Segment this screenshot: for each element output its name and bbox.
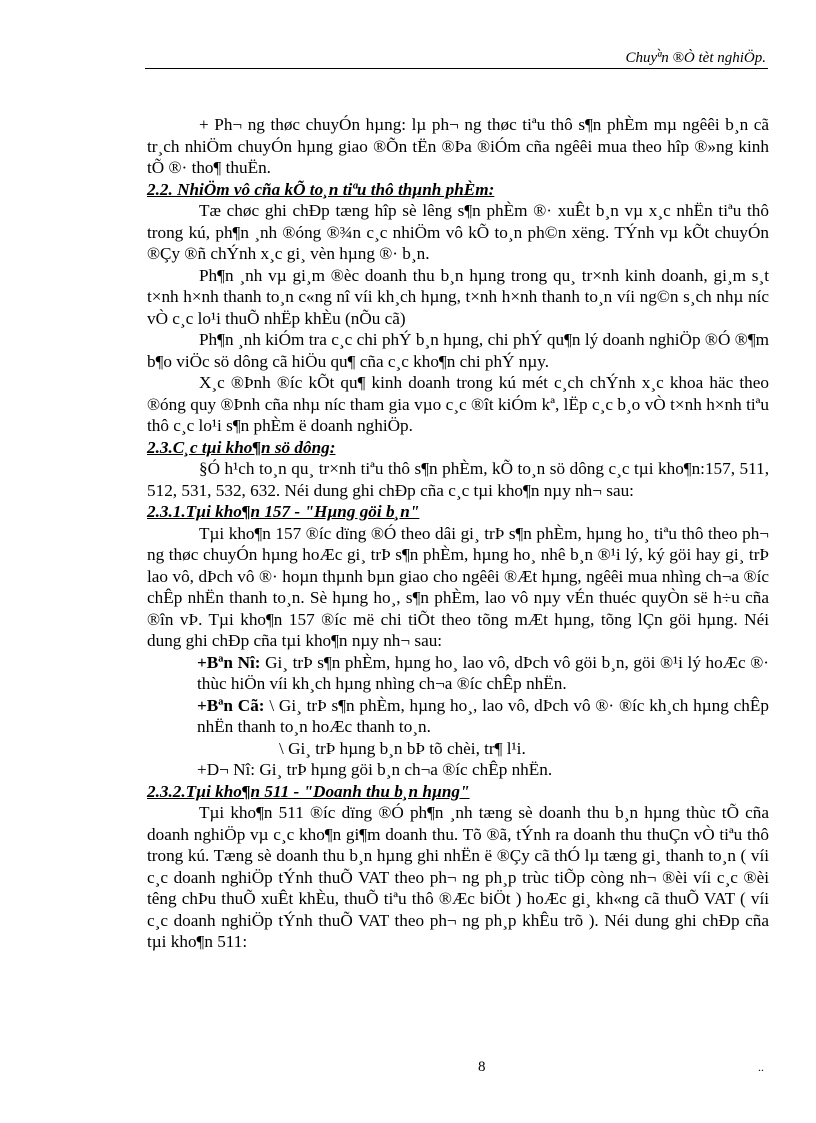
balance-debit-157: [147, 759, 769, 781]
paragraph-organize-recording: Tæ chøc ghi chÐp tæng hîp sè lêng s¶n phÈm ®· xuÊt b¸n vµ x¸c nhËn tiªu thô trong kú, ph¶n ¸nh ®óng ®¾n c¸c nhiÖm vô kÕ to¸n ph©n xëng. TÝnh vµ kÕt chuyÓn ®Çy ®ñ chÝnh x¸c gi¸ vèn hµng ®· b¸n.: [147, 201, 769, 263]
credit-text: \ Gi¸ trÞ s¶n phÈm, hµng ho¸, lao vô, dÞch vô ®· ®íc kh¸ch hµng chÊp nhËn thanh to¸n hoÆc thanh to¸n.: [197, 695, 769, 736]
page-number: 8: [478, 1059, 486, 1075]
header-rule: [145, 68, 768, 69]
heading-2-3-2: 2.3.2.Tµi kho¶n 511 - "Doanh thu b¸n hµng": [147, 781, 470, 801]
debit-label: +Bªn Nî:: [197, 652, 261, 672]
debit-side-157: [147, 652, 769, 695]
paragraph-account-157: Tµi kho¶n 157 ®íc dïng ®Ó theo dâi gi¸ trÞ s¶n phÈm, hµng ho¸ tiªu thô theo ph¬ ng thøc chuyÓn hµng hoÆc gi¸ trÞ s¶n phÈm, hµng ho¸ nhê b¸n ®¹i lý, ký göi hay gi¸ trÞ lao vô, dÞch vô ®· hoµn thµnh bµn giao cho ngêêi ®Æt hµng, ngêêi mua nhìng ch¬a ®íc chÊp nhËn thanh to¸n. Sè hµng ho¸, s¶n phÈm, lao vô nµy vÉn thuéc quyÒn së h÷u cña ®în vÞ. Tµi kho¶n 157 ®íc më chi tiÕt theo tõng mÆt hµng, tõng lÇn göi hµng. Néi dung ghi chÐp cña tµi kho¶n nµy nh¬ sau:: [147, 523, 769, 650]
paragraph-check-costs: Ph¶n ¸nh kiÓm tra c¸c chi phÝ b¸n hµng, chi phÝ qu¶n lý doanh nghiÖp ®Ó ®¶m b¶o viÖc sö dông cã hiÖu qu¶ cña c¸c kho¶n chi phÝ nµy.: [147, 330, 769, 371]
balance-text: Gi¸ trÞ hµng göi b¸n ch¬a ®íc chÊp nhËn.: [255, 760, 553, 779]
credit-label: +Bªn Cã:: [197, 695, 265, 715]
paragraph-transfer-method: + Ph¬ ng thøc chuyÓn hµng: lµ ph¬ ng thøc tiªu thô s¶n phÈm mµ ngêêi b¸n cã tr¸ch nhiÖm chuyÓn hµng giao ®Õn tËn ®Þa ®iÓm cña ngêêi mua theo hîp ®»ng kinh tÕ ®· tho¶ thuËn.: [147, 115, 769, 177]
debit-text: Gi¸ trÞ s¶n phÈm, hµng ho¸ lao vô, dÞch vô göi b¸n, göi ®¹i lý hoÆc ®· thùc hiÖn víi kh¸ch hµng nhìng ch¬a ®íc chÊp nhËn.: [197, 652, 769, 693]
credit-side-157: [147, 695, 769, 738]
paragraph-account-511: Tµi kho¶n 511 ®íc dïng ®Ó ph¶n ¸nh tæng sè doanh thu b¸n hµng thùc tÕ cña doanh nghiÖp vµ c¸c kho¶n gi¶m doanh thu. Tõ ®ã, tÝnh ra doanh thu thuÇn vÒ tiªu thô trong kú. Tæng sè doanh thu b¸n hµng ghi nhËn ë ®Çy cã thÓ lµ tæng gi¸ thanh to¸n ( víi c¸c doanh nghiÖp tÝnh thuÕ VAT theo ph¬ ng ph¸p trùc tiÕp còng nh¬ ®èi víi c¸c ®èi têng chÞu thuÕ xuÊt khÈu, thuÕ tiªu thô ®Æc biÖt ) hoÆc gi¸ kh«ng cã thuÕ VAT ( víi c¸c doanh nghiÖp tÝnh thuÕ VAT theo ph¬ ng ph¸p khÊu trõ ). Néi dung ghi chÐp cña tµi kho¶n 511:: [147, 803, 769, 951]
corner-mark: ..: [758, 1060, 764, 1074]
heading-2-3-1: 2.3.1.Tµi kho¶n 157 - "Hµng göi b¸n": [147, 502, 420, 521]
paragraph-reflect-revenue: Ph¶n ¸nh vµ gi¸m ®èc doanh thu b¸n hµng trong qu¸ tr×nh kinh doanh, gi¸m s¸t t×nh h×nh thanh to¸n c«ng nî víi kh¸ch hµng, t×nh h×nh thanh to¸n víi ng©n s¸ch nhµ níc vÒ c¸c lo¹i thuÕ nhËp khÈu (nÕu cã): [147, 265, 769, 328]
heading-2-3: 2.3.C¸c tµi kho¶n sö dông:: [147, 437, 336, 457]
balance-label: +D¬ Nî:: [197, 760, 256, 779]
paragraph-determine-results: X¸c ®Þnh ®íc kÕt qu¶ kinh doanh trong kú mét c¸ch chÝnh x¸c khoa häc theo ®óng quy ®Þnh cña nhµ níc tham gia vµo c¸c ®ît kiÓm kª, lËp c¸c b¸o vÒ t×nh h×nh tiªu thô c¸c lo¹i s¶n phÈm ë doanh nghiÖp.: [147, 373, 769, 435]
credit-side-157-item2: \ Gi¸ trÞ hµng b¸n bÞ tõ chèi, tr¶ l¹i.: [279, 738, 526, 758]
heading-2-2: 2.2. NhiÖm vô cña kÕ to¸n tiªu thô thµnh phÈm:: [147, 179, 495, 199]
paragraph-accounts-used: §Ó h¹ch to¸n qu¸ tr×nh tiªu thô s¶n phÈm, kÕ to¸n sö dông c¸c tµi kho¶n:157, 511, 512, 531, 532, 632. Néi dung ghi chÐp cña c¸c tµi kho¶n nµy nh¬ sau:: [147, 459, 769, 500]
header-title: Chuyª̀n ®Ò tèt nghiÖp.: [625, 50, 766, 66]
document-body: [147, 114, 769, 953]
